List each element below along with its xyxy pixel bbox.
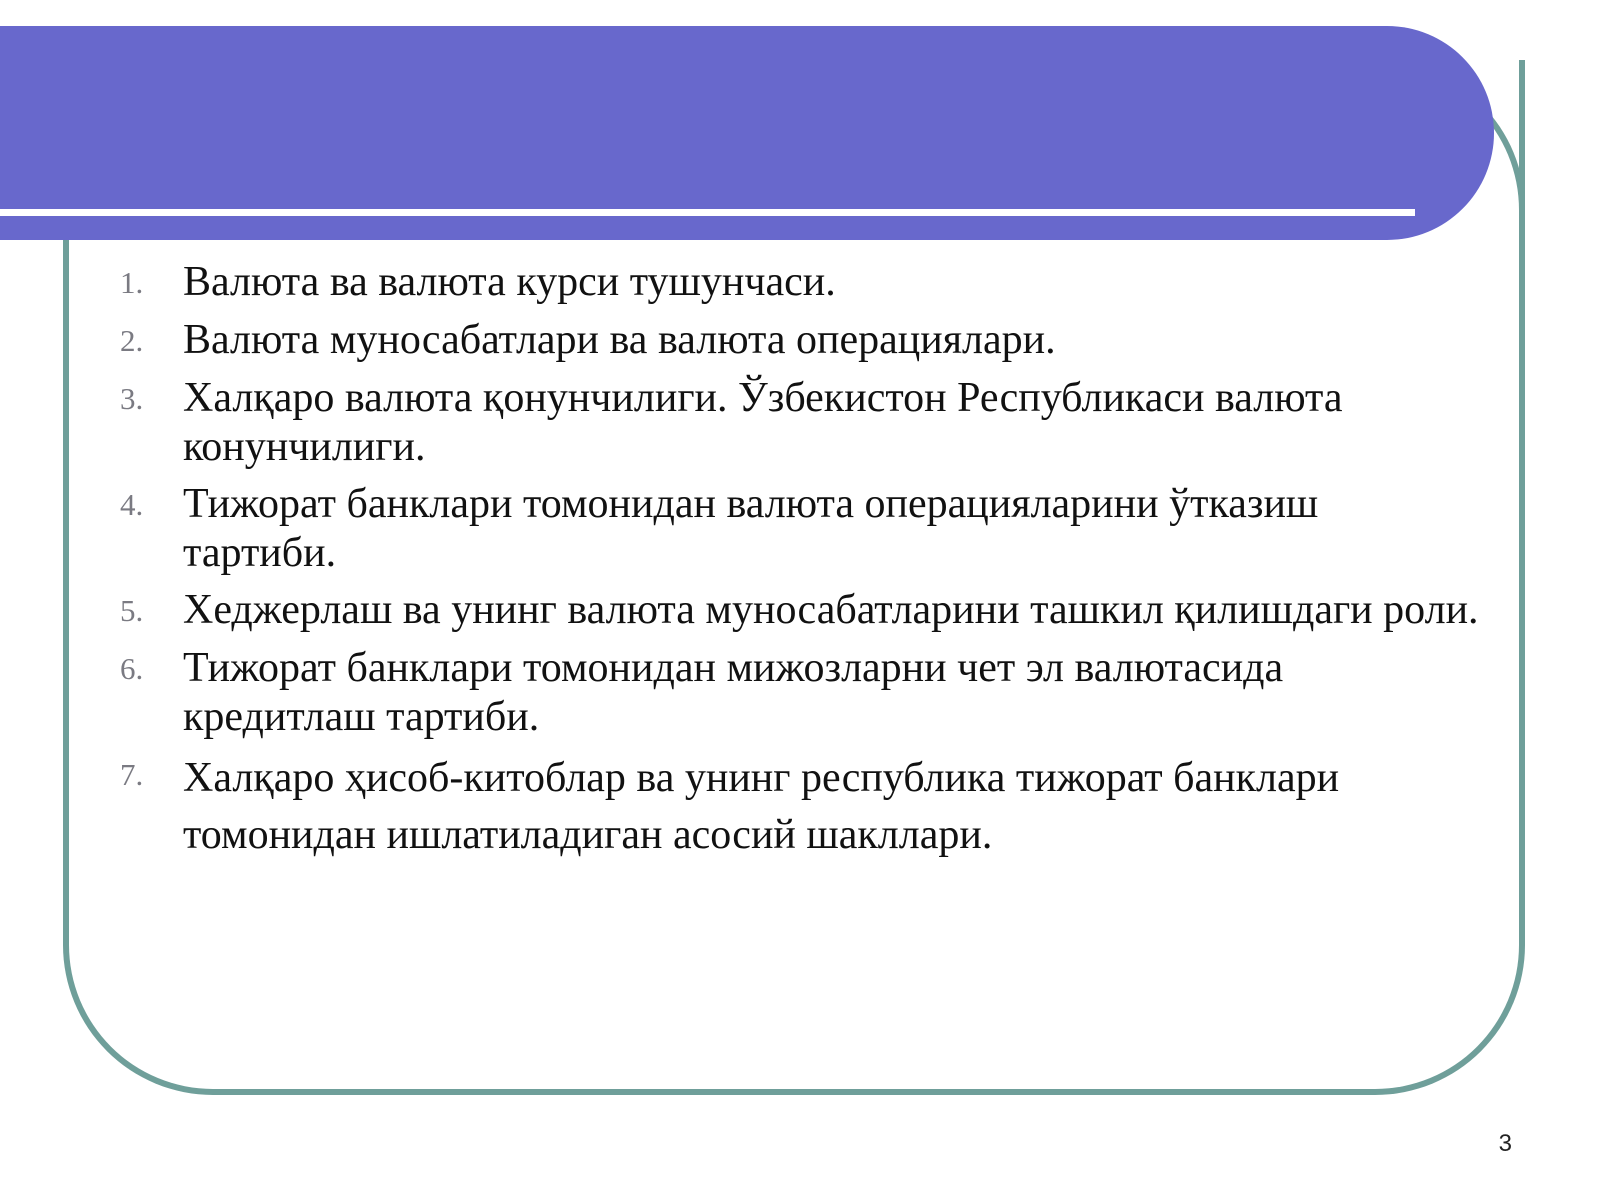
agenda-text: Тижорат банклари томонидан мижозларни чет эл валютасида кредитлаш тартиби. xyxy=(183,645,1284,740)
agenda-number: 5. xyxy=(120,593,144,628)
agenda-item-2 xyxy=(120,316,1480,366)
agenda-text: Валюта ва валюта курси тушунчаси. xyxy=(183,259,836,305)
agenda-number: 4. xyxy=(120,487,144,522)
agenda-text: Тижорат банклари томонидан валюта операцияларини ўтказиш тартиби. xyxy=(183,481,1319,576)
agenda-item-4 xyxy=(120,480,1480,578)
agenda-item-3 xyxy=(120,374,1480,472)
agenda-text: Валюта муносабатлари ва валюта операциялари. xyxy=(183,317,1056,363)
title-divider xyxy=(0,209,1415,216)
agenda-text: Хеджерлаш ва унинг валюта муносабатларини ташкил қилишдаги роли. xyxy=(183,587,1479,633)
agenda-text: Халқаро валюта қонунчилиги. Ўзбекистон Республикаси валюта конунчилиги. xyxy=(183,375,1343,470)
agenda-number: 1. xyxy=(120,265,144,300)
title-bar xyxy=(0,26,1494,240)
agenda-item-5 xyxy=(120,586,1480,636)
agenda-list xyxy=(120,258,1480,872)
agenda-number: 2. xyxy=(120,323,144,358)
agenda-text: Халқаро ҳисоб-китоблар ва унинг республика тижорат банклари томонидан ишлатиладиган асосий шакллари. xyxy=(183,755,1340,858)
agenda-number: 6. xyxy=(120,651,144,686)
agenda-number: 3. xyxy=(120,381,144,416)
agenda-item-7 xyxy=(120,750,1480,864)
agenda-item-6 xyxy=(120,644,1480,742)
agenda-item-1 xyxy=(120,258,1480,308)
page-number: 3 xyxy=(1498,1130,1512,1157)
agenda-number: 7. xyxy=(120,757,144,792)
